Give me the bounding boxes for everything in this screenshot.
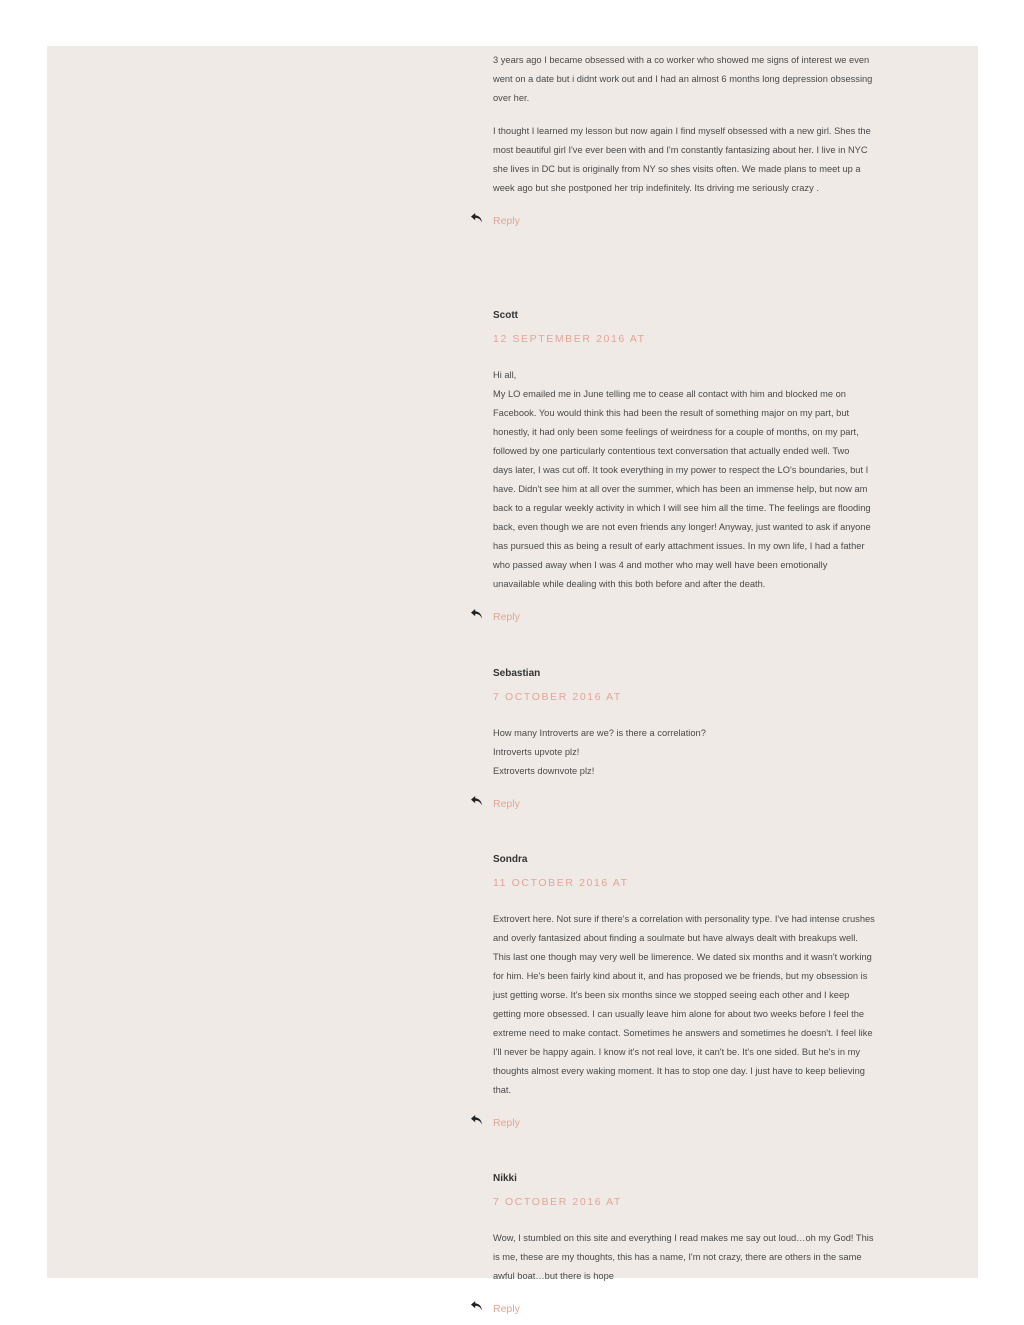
reply-row <box>493 607 913 621</box>
comment-line: Wow, I stumbled on this site and everything I read makes me say out loud…oh my God! This <box>493 1233 874 1243</box>
comment-line: and overly fantasized about finding a soulmate but have always dealt with breakups well. <box>493 933 858 943</box>
reply-link[interactable]: Reply <box>493 798 520 810</box>
comment-date[interactable]: 12 SEPTEMBER 2016 AT <box>493 333 646 345</box>
reply-link[interactable]: Reply <box>493 611 520 623</box>
reply-arrow-icon <box>470 211 484 225</box>
comment-body <box>493 1229 913 1286</box>
comments-page <box>47 46 978 1315</box>
reply-row <box>493 1113 913 1127</box>
comment-line: My LO emailed me in June telling me to cease all contact with him and blocked me on <box>493 389 846 399</box>
comment-date[interactable]: 7 OCTOBER 2016 AT <box>493 1196 622 1208</box>
comment-line: Hi all, <box>493 370 517 380</box>
comment-line: week ago but she postponed her trip indefinitely. Its driving me seriously crazy . <box>493 183 819 193</box>
comment-line: awful boat…but there is hope <box>493 1271 614 1281</box>
comment-body <box>493 724 913 781</box>
comment-line: have. Didn't see him at all over the summer, which has been an immense help, but now am <box>493 484 868 494</box>
reply-row <box>493 211 913 225</box>
comment-author: Sebastian <box>493 668 541 679</box>
comment-line: I'll never be happy again. I know it's not real love, it can't be. It's one sided. But he's in my <box>493 1047 861 1057</box>
comment-author: Scott <box>493 310 518 321</box>
comment <box>493 853 913 1127</box>
comment-line: days later, I was cut off. It took everything in my power to respect the LO's boundaries, but I <box>493 465 869 475</box>
comment-paragraph <box>493 366 913 594</box>
comment-line: Facebook. You would think this had been the result of something major on my part, but <box>493 408 850 418</box>
reply-arrow-icon <box>470 1113 484 1127</box>
reply-row <box>493 1299 913 1313</box>
comment-line: back to a regular weekly activity in which I will see him all the time. The feelings are flooding <box>493 503 871 513</box>
comment-line: I thought I learned my lesson but now again I find myself obsessed with a new girl. Shes the <box>493 126 871 136</box>
comment-paragraph <box>493 910 913 1100</box>
reply-row <box>493 794 913 808</box>
comment-line: most beautiful girl I've ever been with and I'm constantly fantasizing about her. I live in NYC <box>493 145 868 155</box>
comment <box>493 667 913 808</box>
comment <box>493 50 913 225</box>
comment <box>493 309 913 621</box>
comment-line: getting more obsessed. I can usually leave him alone for about two weeks before I feel the <box>493 1009 865 1019</box>
reply-arrow-icon <box>470 1299 484 1313</box>
comment-body <box>493 50 913 198</box>
reply-link[interactable]: Reply <box>493 1303 520 1315</box>
comment-line: Introverts upvote plz! <box>493 747 580 757</box>
comment-line: This last one though may very well be limerence. We dated six months and it wasn't working <box>493 952 872 962</box>
comment-date[interactable]: 11 OCTOBER 2016 AT <box>493 877 629 889</box>
comment-line: just getting worse. It's been six months since we stopped seeing each other and I keep <box>493 990 850 1000</box>
comment-paragraph <box>493 724 913 781</box>
reply-link[interactable]: Reply <box>493 1117 520 1129</box>
comment-line: went on a date but i didnt work out and I had an almost 6 months long depression obsessing <box>493 74 873 84</box>
comment-line: Extroverts downvote plz! <box>493 766 595 776</box>
comment-line: unavailable while dealing with this both before and after the death. <box>493 579 766 589</box>
comment-line: extreme need to make contact. Sometimes he answers and sometimes he doesn't. I feel like <box>493 1028 873 1038</box>
comment-line: that. <box>493 1085 512 1095</box>
comment-paragraph <box>493 1229 913 1286</box>
comment-line: 3 years ago I became obsessed with a co worker who showed me signs of interest we even <box>493 55 870 65</box>
comment-line: is me, these are my thoughts, this has a name, I'm not crazy, there are others in the same <box>493 1252 862 1262</box>
comment-line: who passed away when I was 4 and mother who may well have been emotionally <box>493 560 828 570</box>
comment-line: followed by one particularly contentious text conversation that actually ended well. Two <box>493 446 850 456</box>
comment-body <box>493 910 913 1100</box>
comment-author: Nikki <box>493 1173 517 1184</box>
reply-link[interactable]: Reply <box>493 215 520 227</box>
comment-line: honestly, it had only been some feelings of weirdness for a couple of months, on my part, <box>493 427 859 437</box>
comment-line: How many Introverts are we? is there a correlation? <box>493 728 706 738</box>
comment-line: over her. <box>493 93 530 103</box>
comment-body <box>493 366 913 594</box>
comment-paragraph <box>493 122 913 198</box>
comment-line: has pursued this as being a result of early attachment issues. In my own life, I had a father <box>493 541 865 551</box>
comment-line: for him. He's been fairly kind about it, and has proposed we be friends, but my obsession is <box>493 971 868 981</box>
comment-line: thoughts almost every waking moment. It has to stop one day. I just have to keep believing <box>493 1066 865 1076</box>
reply-arrow-icon <box>470 794 484 808</box>
reply-arrow-icon <box>470 607 484 621</box>
comment-author: Sondra <box>493 854 528 865</box>
comment-line: back, even though we are not even friends any longer! Anyway, just wanted to ask if anyone <box>493 522 871 532</box>
comment-line: she lives in DC but is originally from NY so shes visits often. We made plans to meet up a <box>493 164 861 174</box>
comment-line: Extrovert here. Not sure if there's a correlation with personality type. I've had intense crushes <box>493 914 875 924</box>
comment <box>493 1172 913 1313</box>
comment-paragraph <box>493 51 913 108</box>
comment-date[interactable]: 7 OCTOBER 2016 AT <box>493 691 622 703</box>
